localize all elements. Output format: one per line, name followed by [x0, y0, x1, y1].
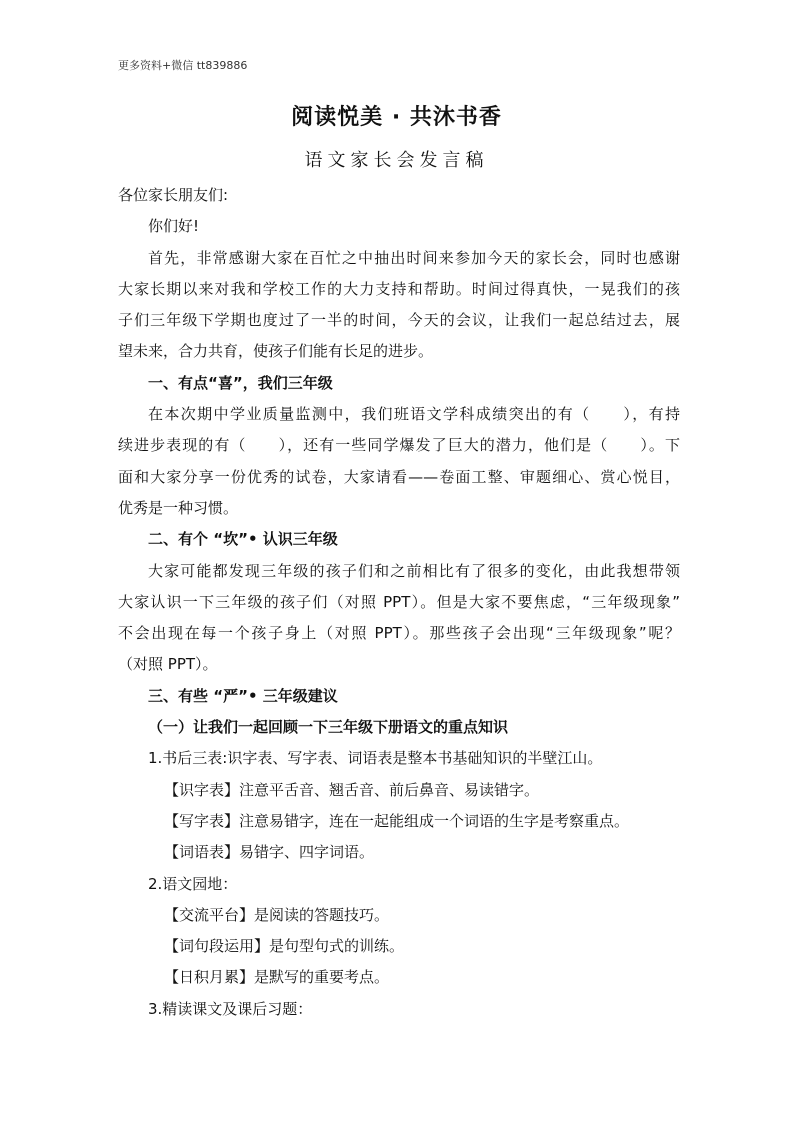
paragraph-line: （对照 PPT）。: [118, 655, 218, 674]
section-heading: 一、有点“喜”，我们三年级: [148, 373, 333, 392]
document-subtitle: 语文家长会发言稿: [304, 150, 489, 171]
paragraph-line: 大家可能都发现三年级的孩子们和之前相比有了很多的变化，由此我想带领: [148, 561, 680, 580]
list-subitem: 【词句段运用】是句型句式的训练。: [164, 937, 405, 956]
list-subitem: 【词语表】易错字、四字词语。: [164, 843, 375, 862]
paragraph-line: 不会出现在每一个孩子身上（对照 PPT）。那些孩子会出现“三年级现象”呢？: [118, 624, 680, 643]
list-item: 3.精读课文及课后习题：: [148, 999, 313, 1018]
list-item: 2.语文园地：: [148, 874, 238, 893]
paragraph-line: 首先，非常感谢大家在百忙之中抽出时间来参加今天的家长会，同时也感谢: [148, 248, 680, 267]
list-subitem: 【日积月累】是默写的重要考点。: [164, 968, 390, 987]
paragraph-line: 面和大家分享一份优秀的试卷，大家请看——卷面工整、审题细心、赏心悦目，: [118, 467, 680, 486]
paragraph-line: 望未来，合力共育，使孩子们能有长足的进步。: [118, 342, 434, 361]
list-subitem: 【交流平台】是阅读的答题技巧。: [164, 905, 390, 924]
header-note: 更多资料+微信 tt839886: [118, 59, 248, 72]
paragraph-line: 续进步表现的有（ ），还有一些同学爆发了巨大的潜力，他们是（ ）。下: [118, 436, 680, 455]
paragraph-line: 大家长期以来对我和学校工作的大力支持和帮助。时间过得真快，一晃我们的孩: [118, 279, 680, 298]
paragraph-line: 优秀是一种习惯。: [118, 498, 239, 517]
document-title: 阅读悦美 · 共沐书香: [291, 105, 502, 130]
subsection-heading: （一）让我们一起回顾一下三年级下册语文的重点知识: [148, 718, 509, 737]
paragraph-line: 子们三年级下学期也度过了一半的时间，今天的会议，让我们一起总结过去，展: [118, 311, 680, 330]
document-body: [118, 180, 680, 1025]
paragraph-line: 大家认识一下三年级的孩子们（对照 PPT）。但是大家不要焦虑，“三年级现象”: [118, 592, 680, 611]
list-subitem: 【写字表】注意易错字，连在一起能组成一个词语的生字是考察重点。: [164, 811, 630, 830]
paragraph-line: 在本次期中学业质量监测中，我们班语文学科成绩突出的有（ ），有持: [148, 405, 680, 424]
list-item: 1.书后三表:识字表、写字表、词语表是整本书基础知识的半壁江山。: [148, 749, 603, 768]
section-heading: 三、有些 “严”• 三年级建议: [148, 686, 338, 705]
greeting: 你们好!: [148, 217, 200, 236]
section-heading: 二、有个 “坎”• 认识三年级: [148, 530, 338, 549]
salutation: 各位家长朋友们:: [118, 186, 229, 204]
list-subitem: 【识字表】注意平舌音、翘舌音、前后鼻音、易读错字。: [164, 780, 540, 799]
